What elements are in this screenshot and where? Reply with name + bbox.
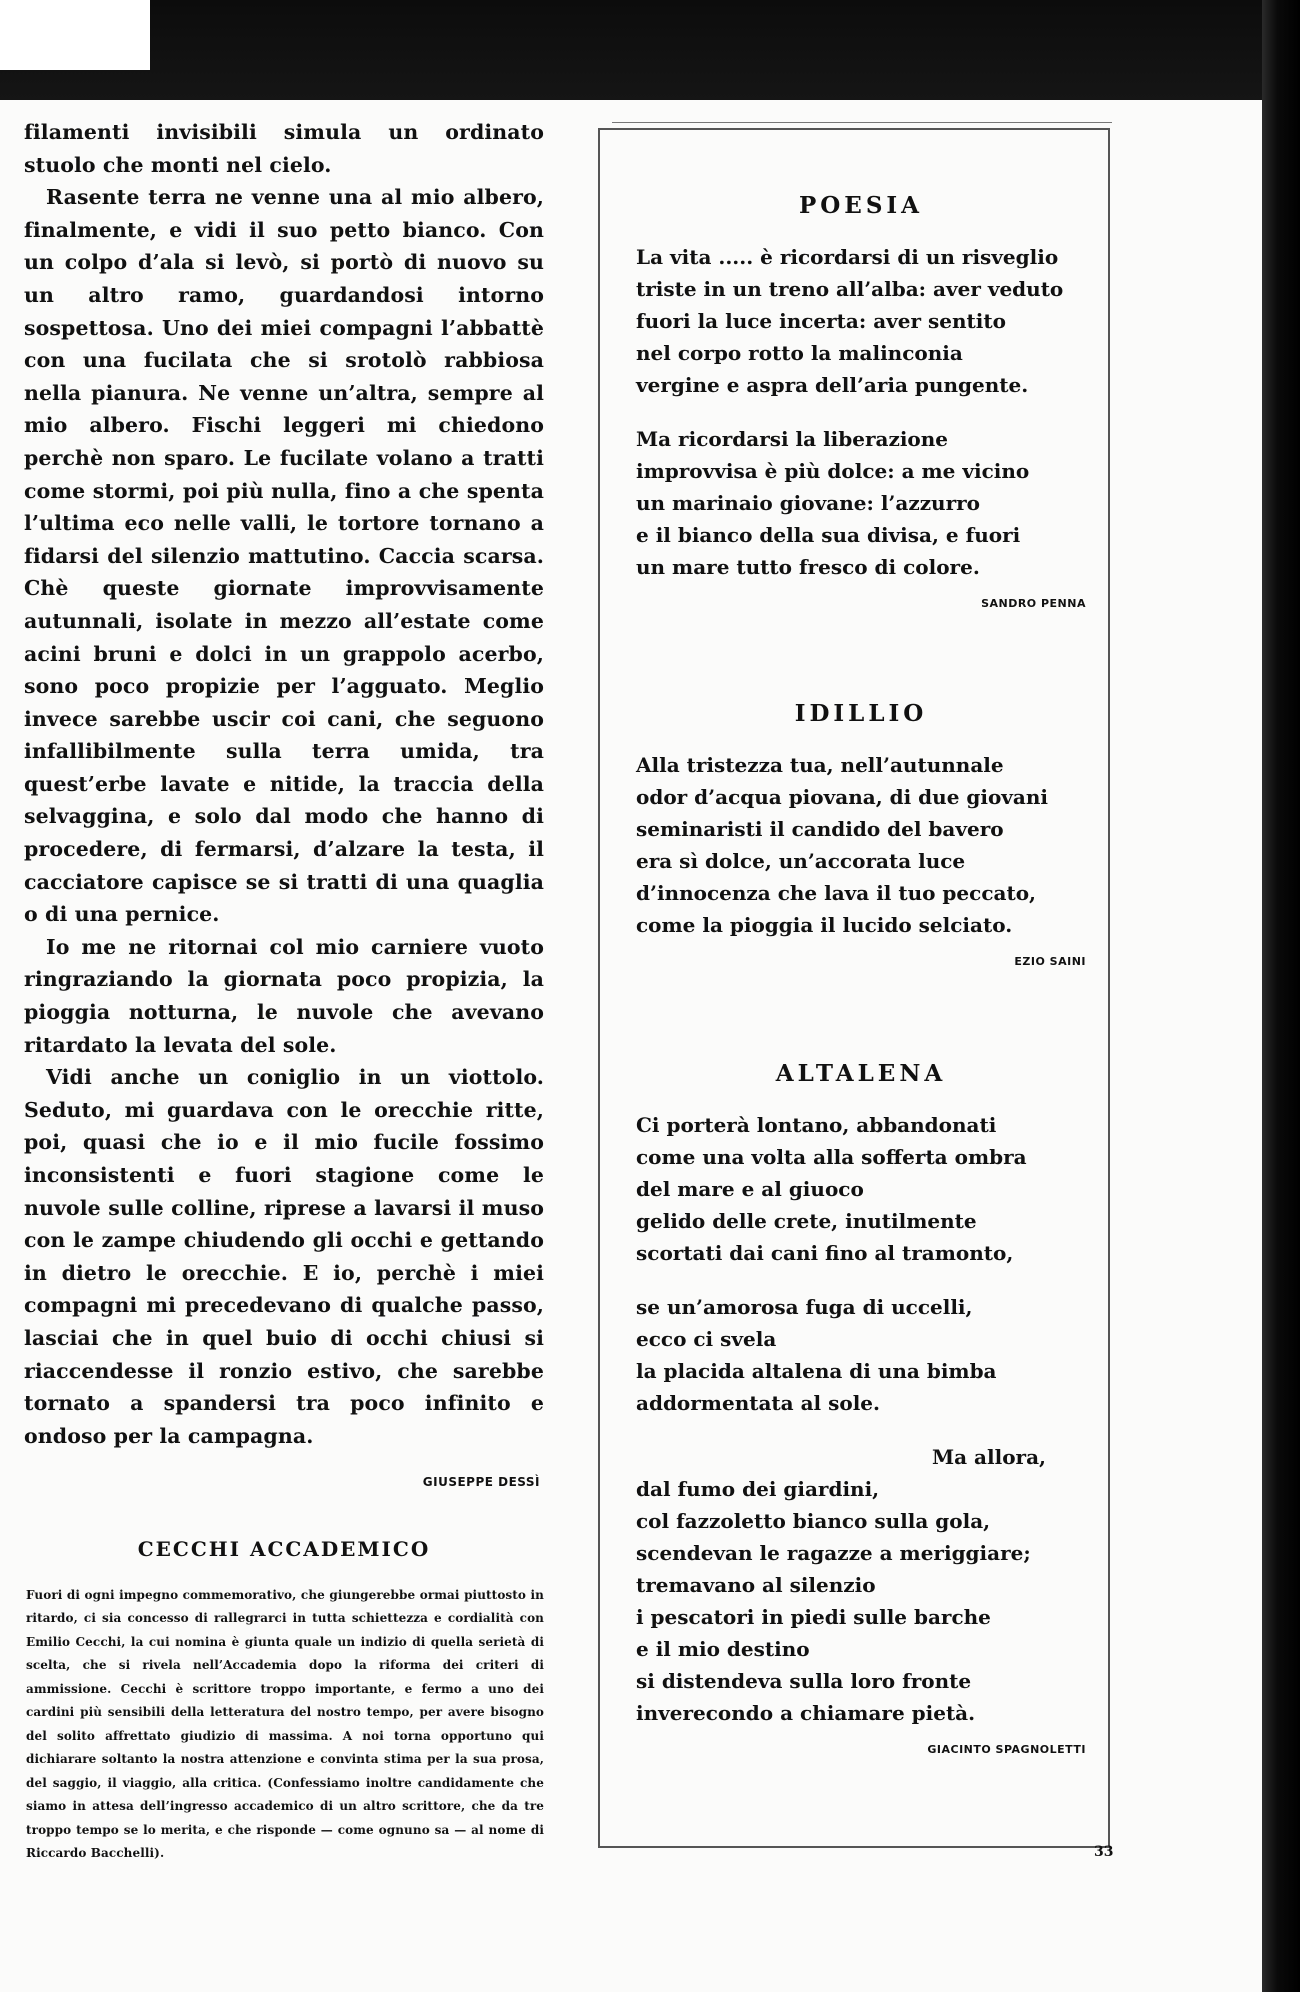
paragraph: filamenti invisibili simula un ordinato stuolo che monti nel cielo. bbox=[24, 120, 544, 177]
poem-line: si distendeva sulla loro fronte bbox=[636, 1669, 972, 1693]
poem-body bbox=[636, 241, 1086, 583]
poem-line: un marinaio giovane: l’azzurro bbox=[636, 491, 981, 515]
poem-author: GIACINTO SPAGNOLETTI bbox=[927, 1743, 1086, 1756]
paragraph: Io me ne ritornai col mio carniere vuoto ringraziando la giornata poco propizia, la pioggia notturna, le nuvole che avevano ritardato la levata del sole. bbox=[24, 934, 544, 1057]
left-column bbox=[24, 116, 544, 1866]
poem-body bbox=[636, 749, 1086, 941]
poem-line: era sì dolce, un’accorata luce bbox=[636, 849, 966, 873]
poem-line: la placida altalena di una bimba bbox=[636, 1359, 997, 1383]
poem-body bbox=[636, 1109, 1086, 1729]
scan-border-right bbox=[1262, 0, 1300, 1992]
page-number: 33 bbox=[1094, 1844, 1114, 1860]
poem-line: un mare tutto fresco di colore. bbox=[636, 555, 980, 579]
poem-line: Ma ricordarsi la liberazione bbox=[636, 427, 949, 451]
poem-line: scortati dai cani fino al tramonto, bbox=[636, 1241, 1014, 1265]
poem-line: inverecondo a chiamare pietà. bbox=[636, 1701, 976, 1725]
poem-line: d’innocenza che lava il tuo peccato, bbox=[636, 881, 1036, 905]
cecchi-heading: CECCHI ACCADEMICO bbox=[137, 1536, 431, 1561]
poem-altalena bbox=[636, 1060, 1086, 1756]
poem-line: fuori la luce incerta: aver sentito bbox=[636, 309, 1006, 333]
poem-author: SANDRO PENNA bbox=[981, 597, 1086, 610]
poem-line: i pescatori in piedi sulle barche bbox=[636, 1605, 991, 1629]
poem-line: improvvisa è più dolce: a me vicino bbox=[636, 459, 1030, 483]
cecchi-article bbox=[24, 1584, 544, 1866]
poem-title: POESIA bbox=[798, 192, 924, 219]
cecchi-paragraph: Fuori di ogni impegno commemorativo, che giungerebbe ormai piuttosto in ritardo, ci sia concesso di rallegrarci in tutta schiettezza e cordialità con Emilio Cecchi, la cui nomina è giunta quale un indizio di quella serietà di scelta, che si rivela nell’Accademia dopo la riforma dei criteri di ammissione. Cecchi è scrittore troppo importante, e fermo a uno dei cardini più sensibili della letteratura del nostro tempo, per avere bisogno del solito affrettato giudizio di massima. A noi torna opportuno qui dichiarare soltanto la nostra attenzione e convinta stima per la sua prosa, del saggio, il viaggio, alla critica. (Confessiamo inoltre candidamente che siamo in attesa dell’ingresso accademico di un altro scrittore, che da tre troppo tempo se lo merita, e che risponde — come ognuno sa — al nome di Riccardo Bacchelli). bbox=[26, 1587, 544, 1861]
poem-line: tremavano al silenzio bbox=[636, 1573, 876, 1597]
poem-line: odor d’acqua piovana, di due giovani bbox=[636, 785, 1049, 809]
poem-line: ecco ci svela bbox=[636, 1327, 777, 1351]
poem-line: e il mio destino bbox=[636, 1637, 810, 1661]
poem-line: seminaristi il candido del bavero bbox=[636, 817, 1004, 841]
poem-line: addormentata al sole. bbox=[636, 1391, 880, 1415]
paragraph: Rasente terra ne venne una al mio albero, finalmente, e vidi il suo petto bianco. Con un colpo d’ala si levò, si portò di nuovo su un altro ramo, guardandosi intorno sospettosa. Uno dei miei compagni l’abbattè con una fucilata che si srotolò rabbiosa nella pianura. Ne venne un’altra, sempre al mio albero. Fischi leggeri mi chiedono perchè non sparo. Le fucilate volano a tratti come stormi, poi più nulla, fino a che spenta l’ultima eco nelle valli, le tortore tornano a fidarsi del silenzio mattutino. Caccia scarsa. Chè queste giornate improvvisamente autunnali, isolate in mezzo all’estate come acini bruni e dolci in un grappolo acerbo, sono poco propizie per l’agguato. Meglio invece sarebbe uscir coi cani, che seguono infallibilmente sulla terra umida, tra quest’erbe lavate e nitide, la traccia della selvaggina, e solo dal modo che hanno di procedere, di fermarsi, d’alzare la testa, il cacciatore capisce se si tratti di una quaglia o di una pernice. bbox=[24, 185, 544, 927]
poem-line: La vita ..... è ricordarsi di un risveglio bbox=[636, 245, 1059, 269]
poem-line: scendevan le ragazze a meriggiare; bbox=[636, 1541, 1031, 1565]
poem-line: nel corpo rotto la malinconia bbox=[636, 341, 963, 365]
poem-line: gelido delle crete, inutilmente bbox=[636, 1209, 977, 1233]
poem-line: col fazzoletto bianco sulla gola, bbox=[636, 1509, 991, 1533]
scan-notch bbox=[0, 0, 150, 70]
poem-line: vergine e aspra dell’aria pungente. bbox=[636, 373, 1029, 397]
article-signature: GIUSEPPE DESSÌ bbox=[422, 1475, 540, 1490]
poem-title: ALTALENA bbox=[775, 1060, 947, 1087]
poem-poesia bbox=[636, 192, 1086, 610]
poem-line: se un’amorosa fuga di uccelli, bbox=[636, 1295, 973, 1319]
paragraph: Vidi anche un coniglio in un viottolo. Seduto, mi guardava con le orecchie ritte, poi, quasi che io e il mio fucile fossimo inconsistenti e fuori stagione come le nuvole sulle colline, riprese a lavarsi il muso con le zampe chiudendo gli occhi e gettando in dietro le orecchie. E io, perchè i miei compagni mi precedevano di qualche passo, lasciai che in quel buio di occhi chiusi si riaccendesse il ronzio estivo, che sarebbe tornato a spandersi tra poco infinito e ondoso per la campagna. bbox=[24, 1065, 544, 1448]
poem-line: Ci porterà lontano, abbandonati bbox=[636, 1113, 997, 1137]
poem-line: Alla tristezza tua, nell’autunnale bbox=[636, 753, 1004, 777]
poem-line: e il bianco della sua divisa, e fuori bbox=[636, 523, 1021, 547]
poem-line: Ma allora, bbox=[931, 1445, 1046, 1469]
poem-idillio bbox=[636, 700, 1086, 968]
poem-line: del mare e al giuoco bbox=[636, 1177, 864, 1201]
poem-line: triste in un treno all’alba: aver veduto bbox=[636, 277, 1064, 301]
poem-line: come una volta alla sofferta ombra bbox=[636, 1145, 1027, 1169]
box-rule bbox=[612, 122, 1112, 123]
poem-title: IDILLIO bbox=[794, 700, 928, 727]
poem-author: EZIO SAINI bbox=[1014, 955, 1086, 968]
poem-line: dal fumo dei giardini, bbox=[636, 1477, 880, 1501]
poem-line: come la pioggia il lucido selciato. bbox=[636, 913, 1013, 937]
poems-box bbox=[598, 128, 1110, 1848]
scan-border-top bbox=[0, 0, 1300, 100]
